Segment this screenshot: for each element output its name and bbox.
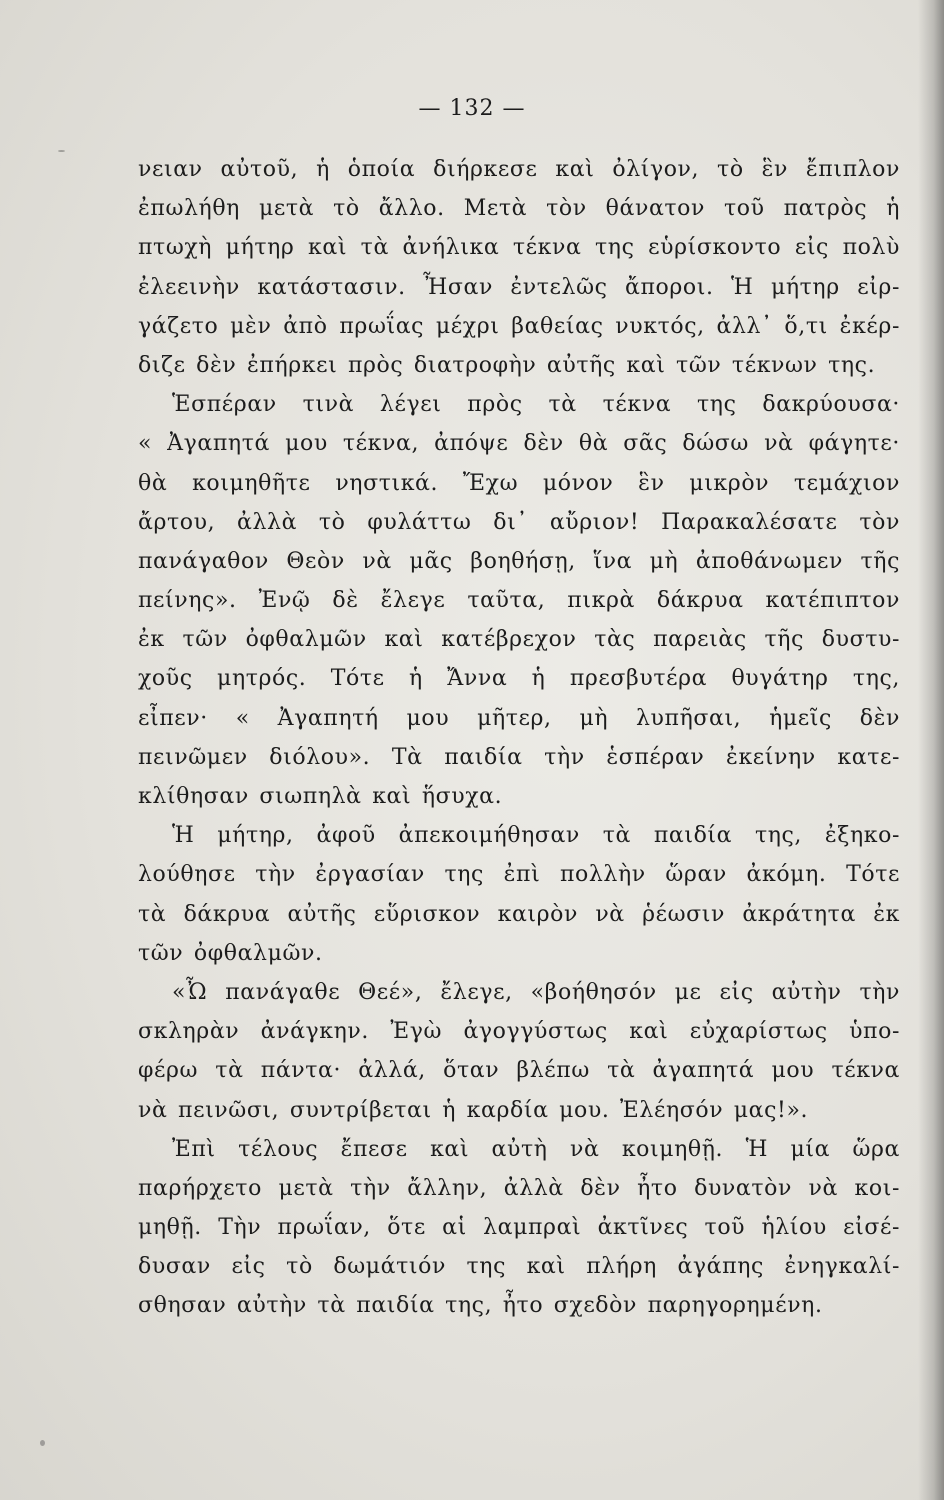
text-line: φέρω τὰ πάντα· ἀλλά, ὅταν βλέπω τὰ ἀγαπητά μου τέκνα	[138, 1058, 900, 1084]
text-line: θὰ κοιμηθῆτε νηστικά. Ἔχω μόνον ἓν μικρὸν τεμάχιον	[138, 470, 900, 496]
paper-speck	[40, 1440, 45, 1446]
text-line: ἄρτου, ἀλλὰ τὸ φυλάττω δι᾽ αὔριον! Παρακαλέσατε τὸν	[138, 509, 900, 535]
text-line: τὰ δάκρυα αὐτῆς εὕρισκον καιρὸν νὰ ῥέωσιν ἀκράτητα ἐκ	[138, 901, 900, 927]
paper-speck	[58, 150, 65, 152]
text-line: γάζετο μὲν ἀπὸ πρωΐας μέχρι βαθείας νυκτός, ἀλλ᾽ ὅ,τι ἐκέρ-	[138, 313, 900, 339]
text-line: παρήρχετο μετὰ τὴν ἄλλην, ἀλλὰ δὲν ἦτο δυνατὸν νὰ κοι-	[138, 1175, 900, 1201]
text-line: Ἡ μήτηρ, ἀφοῦ ἀπεκοιμήθησαν τὰ παιδία της, ἐξηκο-	[172, 823, 900, 849]
text-line: ἐλεεινὴν κατάστασιν. Ἦσαν ἐντελῶς ἄποροι. Ἡ μήτηρ εἰρ-	[138, 274, 900, 300]
text-line: ἐπωλήθη μετὰ τὸ ἄλλο. Μετὰ τὸν θάνατον τοῦ πατρὸς ἡ	[138, 196, 900, 222]
text-line: τῶν ὀφθαλμῶν.	[138, 940, 323, 966]
page-number: — 132 —	[418, 96, 526, 121]
text-line: Ἑσπέραν τινὰ λέγει πρὸς τὰ τέκνα της δακρύουσα·	[172, 392, 900, 418]
text-line: ἐκ τῶν ὀφθαλμῶν καὶ κατέβρεχον τὰς παρειὰς τῆς δυστυ-	[138, 627, 900, 653]
text-line: δυσαν εἰς τὸ δωμάτιόν της καὶ πλήρη ἀγάπης ἐνηγκαλί-	[138, 1254, 900, 1280]
text-line: «Ὦ πανάγαθε Θεέ», ἔλεγε, «βοήθησόν με εἰς αὐτὴν τὴν	[172, 979, 900, 1005]
text-line: πεινῶμεν διόλου». Τὰ παιδία τὴν ἑσπέραν ἐκείνην κατε-	[138, 744, 900, 770]
text-line: νειαν αὐτοῦ, ἡ ὁποία διήρκεσε καὶ ὀλίγον, τὸ ἓν ἔπιπλον	[138, 157, 900, 182]
text-line: διζε δὲν ἐπήρκει πρὸς διατροφὴν αὐτῆς καὶ τῶν τέκνων της.	[138, 352, 876, 378]
text-line: πτωχὴ μήτηρ καὶ τὰ ἀνήλικα τέκνα της εὑρίσκοντο εἰς πολὺ	[138, 235, 900, 261]
text-line: κλίθησαν σιωπηλὰ καὶ ἥσυχα.	[138, 784, 503, 809]
text-line: λούθησε τὴν ἐργασίαν της ἐπὶ πολλὴν ὥραν ἀκόμη. Τότε	[138, 862, 900, 888]
text-line: σκληρὰν ἀνάγκην. Ἐγὼ ἀγογγύστως καὶ εὐχαρίστως ὑπο-	[138, 1019, 900, 1045]
text-line: « Ἀγαπητά μου τέκνα, ἀπόψε δὲν θὰ σᾶς δώσω νὰ φάγητε·	[138, 431, 900, 457]
text-line: εἶπεν· « Ἀγαπητή μου μῆτερ, μὴ λυπῆσαι, ἡμεῖς δὲν	[138, 705, 900, 731]
text-line: νὰ πεινῶσι, συντρίβεται ἡ καρδία μου. Ἐλέησόν μας!».	[138, 1097, 809, 1123]
text-line: Ἐπὶ τέλους ἔπεσε καὶ αὐτὴ νὰ κοιμηθῇ. Ἡ μία ὥρα	[172, 1136, 900, 1162]
text-line: μηθῇ. Τὴν πρωΐαν, ὅτε αἱ λαμπραὶ ἀκτῖνες τοῦ ἡλίου εἰσέ-	[138, 1215, 900, 1241]
text-line: χοῦς μητρός. Τότε ἡ Ἄννα ἡ πρεσβυτέρα θυγάτηρ της,	[138, 666, 900, 692]
body-text	[138, 150, 900, 1326]
text-line: πείνης». Ἐνῷ δὲ ἔλεγε ταῦτα, πικρὰ δάκρυα κατέπιπτον	[138, 588, 900, 614]
text-line: σθησαν αὐτὴν τὰ παιδία της, ἦτο σχεδὸν παρηγορημένη.	[138, 1293, 823, 1319]
text-line: πανάγαθον Θεὸν νὰ μᾶς βοηθήσῃ, ἵνα μὴ ἀποθάνωμεν τῆς	[138, 548, 900, 574]
page-edge-shadow	[918, 0, 944, 1500]
